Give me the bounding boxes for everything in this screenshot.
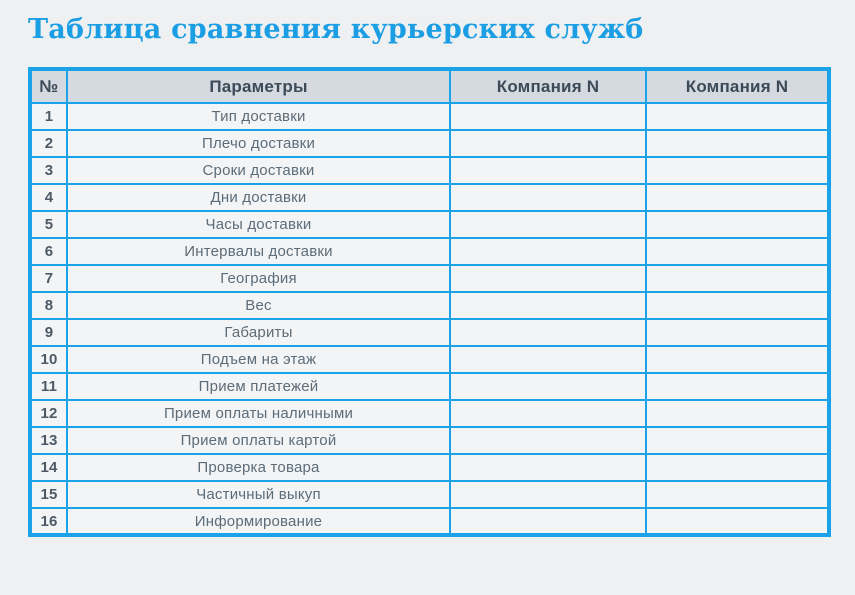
row-number: 13: [30, 427, 67, 454]
company-2-value-cell: [646, 508, 829, 535]
company-1-value-cell: [450, 157, 646, 184]
parameter-name: Прием оплаты картой: [67, 427, 450, 454]
table-row: [30, 157, 829, 184]
header-number: №: [30, 69, 67, 103]
company-2-value-cell: [646, 157, 829, 184]
row-number: 14: [30, 454, 67, 481]
parameter-name: Тип доставки: [67, 103, 450, 130]
parameter-name: Подъем на этаж: [67, 346, 450, 373]
row-number: 5: [30, 211, 67, 238]
table-row: [30, 508, 829, 535]
table-row: [30, 238, 829, 265]
header-row: [30, 69, 829, 103]
page-title: Таблица сравнения курьерских служб: [28, 14, 644, 45]
row-number: 10: [30, 346, 67, 373]
parameter-name: Сроки доставки: [67, 157, 450, 184]
parameter-name: Прием платежей: [67, 373, 450, 400]
company-1-value-cell: [450, 292, 646, 319]
table-row: [30, 265, 829, 292]
company-2-value-cell: [646, 265, 829, 292]
table-row: [30, 400, 829, 427]
table-header: [30, 69, 829, 103]
company-1-value-cell: [450, 454, 646, 481]
table-row: [30, 103, 829, 130]
company-1-value-cell: [450, 319, 646, 346]
table-row: [30, 373, 829, 400]
header-parameters: Параметры: [67, 69, 450, 103]
row-number: 6: [30, 238, 67, 265]
company-2-value-cell: [646, 346, 829, 373]
row-number: 12: [30, 400, 67, 427]
parameter-name: Дни доставки: [67, 184, 450, 211]
parameter-name: Проверка товара: [67, 454, 450, 481]
row-number: 7: [30, 265, 67, 292]
company-2-value-cell: [646, 211, 829, 238]
table-row: [30, 346, 829, 373]
parameter-name: Интервалы доставки: [67, 238, 450, 265]
row-number: 3: [30, 157, 67, 184]
company-1-value-cell: [450, 103, 646, 130]
company-1-value-cell: [450, 238, 646, 265]
parameter-name: Прием оплаты наличными: [67, 400, 450, 427]
row-number: 2: [30, 130, 67, 157]
parameter-name: Вес: [67, 292, 450, 319]
table-row: [30, 292, 829, 319]
parameter-name: Частичный выкуп: [67, 481, 450, 508]
company-2-value-cell: [646, 292, 829, 319]
company-1-value-cell: [450, 265, 646, 292]
company-2-value-cell: [646, 400, 829, 427]
table-body: [30, 103, 829, 535]
header-company-2: Компания N: [646, 69, 829, 103]
table-row: [30, 481, 829, 508]
company-1-value-cell: [450, 481, 646, 508]
row-number: 9: [30, 319, 67, 346]
parameter-name: География: [67, 265, 450, 292]
table-row: [30, 427, 829, 454]
company-1-value-cell: [450, 211, 646, 238]
comparison-table: [28, 67, 831, 537]
parameter-name: Габариты: [67, 319, 450, 346]
company-2-value-cell: [646, 238, 829, 265]
table-row: [30, 184, 829, 211]
row-number: 16: [30, 508, 67, 535]
row-number: 1: [30, 103, 67, 130]
company-1-value-cell: [450, 400, 646, 427]
header-company-1: Компания N: [450, 69, 646, 103]
company-1-value-cell: [450, 427, 646, 454]
company-2-value-cell: [646, 130, 829, 157]
table-row: [30, 130, 829, 157]
company-2-value-cell: [646, 454, 829, 481]
row-number: 8: [30, 292, 67, 319]
company-1-value-cell: [450, 346, 646, 373]
company-1-value-cell: [450, 508, 646, 535]
parameter-name: Информирование: [67, 508, 450, 535]
table-row: [30, 211, 829, 238]
company-1-value-cell: [450, 373, 646, 400]
company-2-value-cell: [646, 481, 829, 508]
company-2-value-cell: [646, 103, 829, 130]
row-number: 15: [30, 481, 67, 508]
row-number: 11: [30, 373, 67, 400]
table-row: [30, 319, 829, 346]
company-2-value-cell: [646, 184, 829, 211]
company-2-value-cell: [646, 427, 829, 454]
company-2-value-cell: [646, 319, 829, 346]
parameter-name: Плечо доставки: [67, 130, 450, 157]
row-number: 4: [30, 184, 67, 211]
table-row: [30, 454, 829, 481]
company-1-value-cell: [450, 130, 646, 157]
parameter-name: Часы доставки: [67, 211, 450, 238]
company-1-value-cell: [450, 184, 646, 211]
company-2-value-cell: [646, 373, 829, 400]
